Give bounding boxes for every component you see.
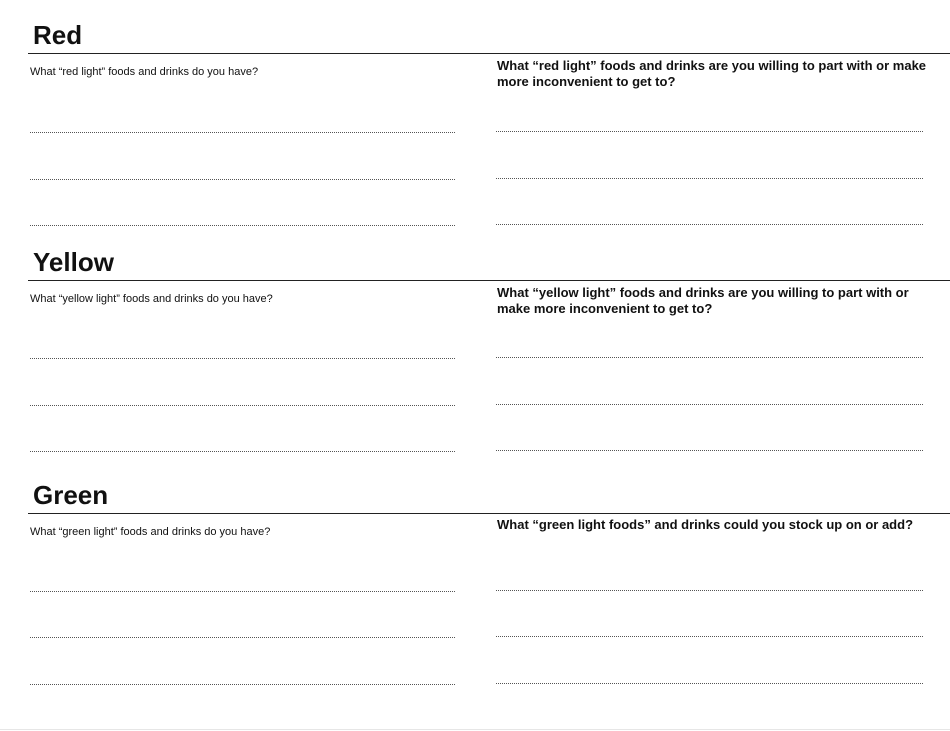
answer-line-left-1[interactable] (30, 132, 455, 133)
question-have-yellow: What “yellow light” foods and drinks do you have? (30, 293, 273, 305)
answer-line-left-3[interactable] (30, 451, 455, 452)
answer-line-right-2[interactable] (496, 636, 923, 637)
question-stock-up-green: What “green light foods” and drinks could you stock up on or add? (497, 517, 914, 532)
answer-line-right-3[interactable] (496, 450, 923, 451)
answer-line-left-1[interactable] (30, 358, 455, 359)
answer-line-right-1[interactable] (496, 590, 923, 591)
answer-line-left-3[interactable] (30, 225, 455, 226)
answer-line-left-2[interactable] (30, 405, 455, 406)
answer-line-right-1[interactable] (496, 131, 923, 132)
section-title-green: Green (33, 480, 109, 510)
section-divider (28, 280, 950, 281)
question-part-with-yellow: What “yellow light” foods and drinks are you willing to part with or make more inconvenient to get to? (497, 285, 909, 316)
section-divider (28, 513, 950, 514)
question-have-red: What “red light” foods and drinks do you have? (30, 66, 259, 78)
answer-line-right-3[interactable] (496, 224, 923, 225)
answer-line-right-2[interactable] (496, 178, 923, 179)
answer-line-right-3[interactable] (496, 683, 923, 684)
answer-line-left-1[interactable] (30, 591, 455, 592)
section-title-yellow: Yellow (33, 247, 114, 277)
section-divider (28, 53, 950, 54)
question-have-green: What “green light” foods and drinks do you have? (30, 526, 271, 538)
answer-line-left-3[interactable] (30, 684, 455, 685)
section-title-red: Red (33, 20, 83, 50)
question-part-with-red: What “red light” foods and drinks are you willing to part with or make more inconvenient to get to? (497, 58, 927, 89)
answer-line-left-2[interactable] (30, 179, 455, 180)
answer-line-left-2[interactable] (30, 637, 455, 638)
answer-line-right-2[interactable] (496, 404, 923, 405)
answer-line-right-1[interactable] (496, 357, 923, 358)
page-bottom-edge (0, 729, 950, 730)
